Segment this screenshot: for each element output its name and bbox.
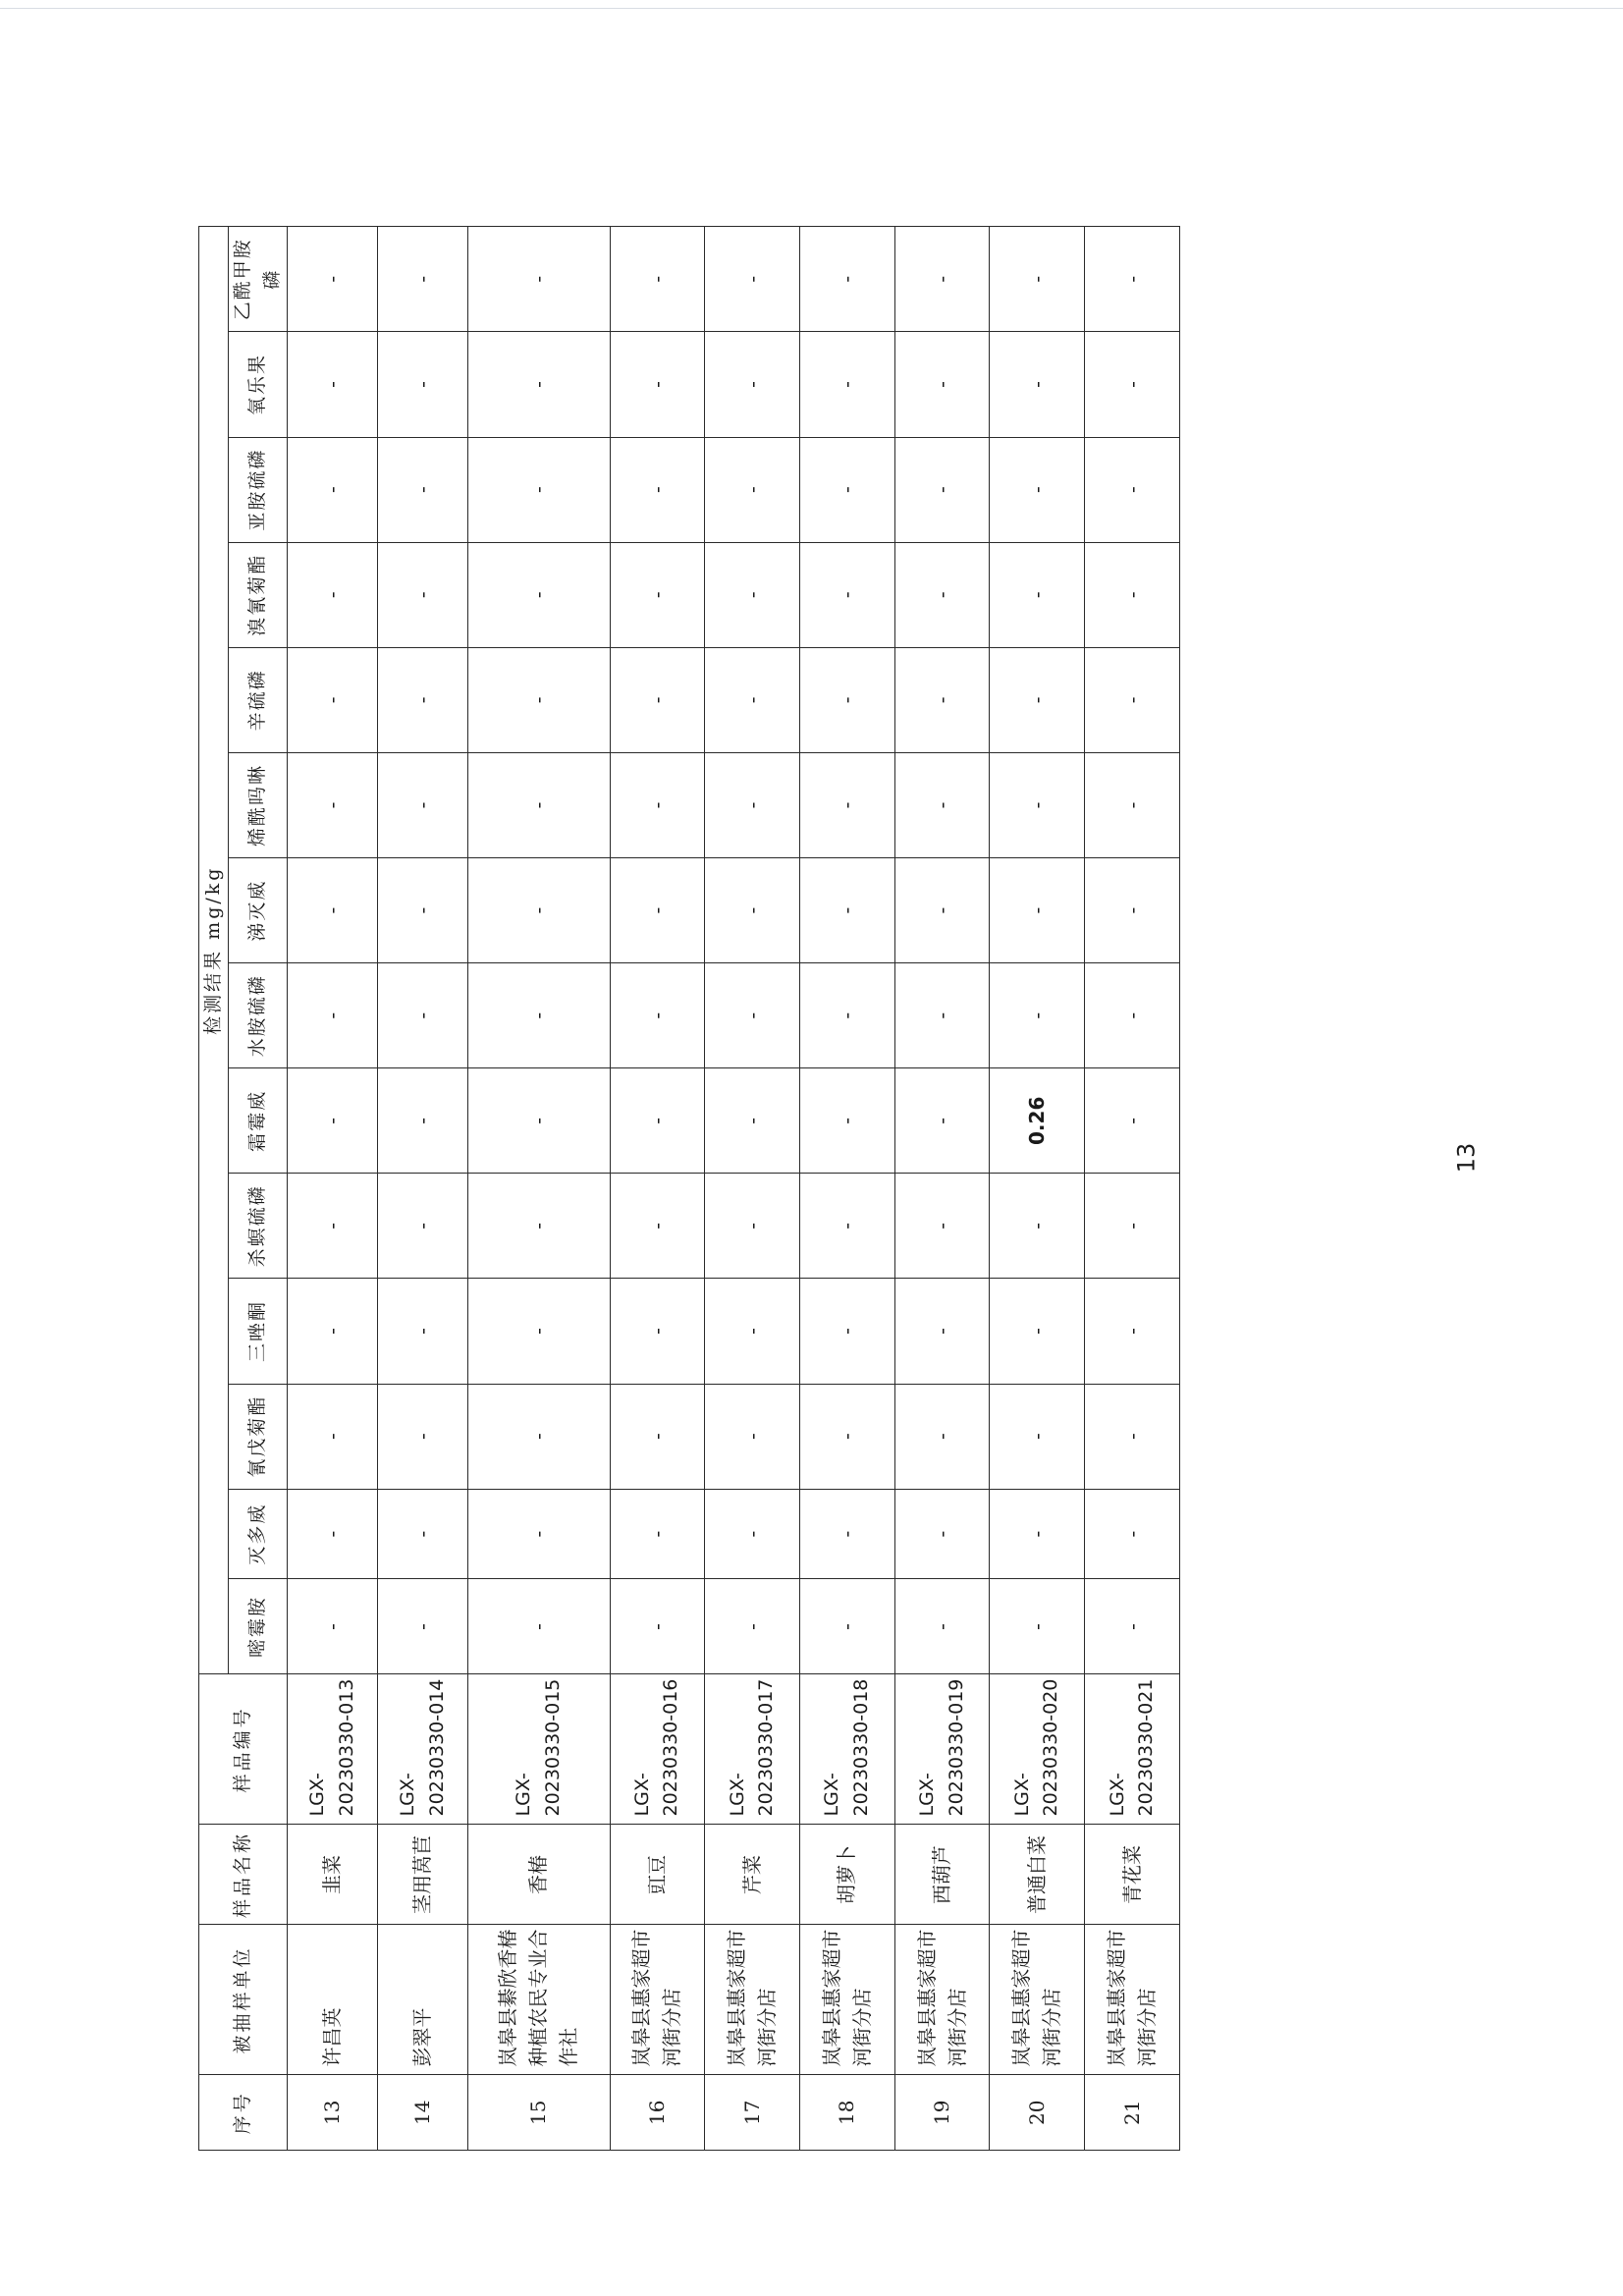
header-row-1 <box>199 227 229 2151</box>
cell-name: 韭菜 <box>288 1825 378 1925</box>
cell-value: - <box>705 1279 800 1384</box>
cell-value: - <box>610 858 705 963</box>
cell-unit: 岚皋县惠家超市河街分店 <box>610 1925 705 2075</box>
cell-value: - <box>990 1174 1085 1279</box>
cell-value: - <box>1085 1279 1180 1384</box>
cell-value: - <box>894 332 990 437</box>
cell-value: - <box>1085 1489 1180 1579</box>
cell-value: - <box>378 437 468 542</box>
cell-value: - <box>800 1489 895 1579</box>
cell-value: - <box>610 227 705 332</box>
cell-value: - <box>894 1279 990 1384</box>
header-name: 样品名称 <box>199 1825 288 1925</box>
table-row <box>894 227 990 2151</box>
cell-value: - <box>288 1384 378 1489</box>
cell-value: - <box>288 1279 378 1384</box>
cell-name: 豇豆 <box>610 1825 705 1925</box>
cell-value: - <box>1085 752 1180 857</box>
cell-value: - <box>288 963 378 1068</box>
cell-value: - <box>288 1068 378 1174</box>
cell-value: - <box>610 1174 705 1279</box>
cell-value: - <box>378 752 468 857</box>
cell-value: - <box>894 858 990 963</box>
cell-value: - <box>288 1489 378 1579</box>
cell-value: - <box>610 647 705 752</box>
cell-value: - <box>378 1579 468 1674</box>
cell-seq: 19 <box>894 2075 990 2151</box>
cell-value: - <box>610 542 705 647</box>
cell-value: - <box>894 227 990 332</box>
cell-value: - <box>378 1489 468 1579</box>
cell-value: - <box>990 1579 1085 1674</box>
cell-value: - <box>894 963 990 1068</box>
header-results-group: 检测结果 mg/kg <box>199 227 229 1674</box>
cell-code: LGX-20230330-020 <box>990 1674 1085 1825</box>
cell-value: - <box>800 1174 895 1279</box>
cell-value: - <box>468 1579 610 1674</box>
cell-seq: 15 <box>468 2075 610 2151</box>
header-unit: 被抽样单位 <box>199 1925 288 2075</box>
header-code: 样品编号 <box>199 1674 288 1825</box>
table-row <box>610 227 705 2151</box>
cell-value: - <box>468 752 610 857</box>
cell-value: - <box>378 963 468 1068</box>
cell-value: - <box>1085 437 1180 542</box>
cell-seq: 17 <box>705 2075 800 2151</box>
cell-value: - <box>610 437 705 542</box>
cell-value: - <box>990 1489 1085 1579</box>
cell-value: - <box>378 858 468 963</box>
table-row <box>468 227 610 2151</box>
cell-name: 西葫芦 <box>894 1825 990 1925</box>
cell-value: - <box>288 858 378 963</box>
cell-value: - <box>705 1489 800 1579</box>
cell-value: - <box>705 332 800 437</box>
rotated-table-container <box>198 226 1180 2151</box>
cell-value: - <box>705 542 800 647</box>
cell-value: - <box>378 647 468 752</box>
cell-value: - <box>378 1068 468 1174</box>
cell-value: - <box>1085 1068 1180 1174</box>
cell-value: - <box>990 963 1085 1068</box>
cell-value: - <box>468 227 610 332</box>
cell-code: LGX-20230330-015 <box>468 1674 610 1825</box>
cell-value: - <box>288 542 378 647</box>
cell-unit: 彭翠平 <box>378 1925 468 2075</box>
cell-seq: 13 <box>288 2075 378 2151</box>
cell-seq: 18 <box>800 2075 895 2151</box>
cell-value: - <box>288 227 378 332</box>
cell-name: 普通白菜 <box>990 1825 1085 1925</box>
cell-code: LGX-20230330-018 <box>800 1674 895 1825</box>
cell-value: - <box>800 752 895 857</box>
cell-value: - <box>990 542 1085 647</box>
header-pesticide: 三唑酮 <box>229 1279 288 1384</box>
cell-value: - <box>468 332 610 437</box>
cell-code: LGX-20230330-013 <box>288 1674 378 1825</box>
cell-value: - <box>468 1384 610 1489</box>
cell-value: - <box>990 332 1085 437</box>
cell-value: - <box>1085 963 1180 1068</box>
header-pesticide: 杀螟硫磷 <box>229 1174 288 1279</box>
header-pesticide: 溴氰菊酯 <box>229 542 288 647</box>
cell-value: - <box>610 1279 705 1384</box>
cell-value: - <box>990 752 1085 857</box>
cell-code: LGX-20230330-021 <box>1085 1674 1180 1825</box>
header-pesticide: 嘧霉胺 <box>229 1579 288 1674</box>
cell-value: - <box>468 542 610 647</box>
cell-code: LGX-20230330-017 <box>705 1674 800 1825</box>
cell-value: - <box>705 647 800 752</box>
table-row <box>800 227 895 2151</box>
cell-value: - <box>610 963 705 1068</box>
header-pesticide: 烯酰吗啉 <box>229 752 288 857</box>
cell-seq: 16 <box>610 2075 705 2151</box>
results-table <box>198 226 1180 2151</box>
header-pesticide: 水胺硫磷 <box>229 963 288 1068</box>
cell-name: 茎用莴苣 <box>378 1825 468 1925</box>
table-row <box>1085 227 1180 2151</box>
cell-value: - <box>894 1068 990 1174</box>
cell-value: - <box>288 437 378 542</box>
cell-value: - <box>378 1279 468 1384</box>
cell-value: - <box>288 1174 378 1279</box>
cell-name: 香椿 <box>468 1825 610 1925</box>
table-row <box>288 227 378 2151</box>
cell-value: - <box>1085 858 1180 963</box>
cell-value: - <box>990 647 1085 752</box>
cell-value: - <box>610 1068 705 1174</box>
header-pesticide: 亚胺硫磷 <box>229 437 288 542</box>
cell-value: - <box>894 1579 990 1674</box>
cell-value: - <box>610 1579 705 1674</box>
cell-value: - <box>800 542 895 647</box>
cell-value: - <box>800 437 895 542</box>
cell-code: LGX-20230330-019 <box>894 1674 990 1825</box>
cell-unit: 岚皋县惠家超市河街分店 <box>990 1925 1085 2075</box>
header-pesticide: 氧乐果 <box>229 332 288 437</box>
cell-value: - <box>288 332 378 437</box>
table-body <box>288 227 1180 2151</box>
cell-value: - <box>800 1279 895 1384</box>
cell-unit: 岚皋县綦欣香椿种植农民专业合作社 <box>468 1925 610 2075</box>
cell-value: - <box>705 1174 800 1279</box>
cell-value: - <box>610 332 705 437</box>
cell-value: - <box>705 1384 800 1489</box>
header-pesticide: 涕灭威 <box>229 858 288 963</box>
cell-value: - <box>705 1068 800 1174</box>
cell-value: - <box>990 227 1085 332</box>
cell-value: - <box>1085 1384 1180 1489</box>
header-pesticide: 氰戊菊酯 <box>229 1384 288 1489</box>
cell-value: - <box>468 1174 610 1279</box>
cell-value: - <box>894 1384 990 1489</box>
cell-value: - <box>1085 332 1180 437</box>
cell-value: - <box>800 227 895 332</box>
header-pesticide: 灭多威 <box>229 1489 288 1579</box>
cell-value: - <box>990 1279 1085 1384</box>
cell-value: - <box>610 1489 705 1579</box>
header-pesticide: 乙酰甲胺磷 <box>229 227 288 332</box>
cell-value: - <box>800 1384 895 1489</box>
cell-value: - <box>800 1068 895 1174</box>
cell-code: LGX-20230330-014 <box>378 1674 468 1825</box>
cell-value: - <box>990 1384 1085 1489</box>
page-number: 13 <box>1452 1142 1481 1174</box>
cell-name: 青花菜 <box>1085 1825 1180 1925</box>
cell-value: - <box>894 542 990 647</box>
cell-value: - <box>800 647 895 752</box>
cell-unit: 岚皋县惠家超市河街分店 <box>705 1925 800 2075</box>
cell-value: - <box>705 858 800 963</box>
cell-value: - <box>705 963 800 1068</box>
cell-value: - <box>1085 227 1180 332</box>
cell-value: - <box>705 1579 800 1674</box>
cell-seq: 21 <box>1085 2075 1180 2151</box>
header-seq: 序号 <box>199 2075 288 2151</box>
cell-value: - <box>468 1279 610 1384</box>
cell-unit: 许昌英 <box>288 1925 378 2075</box>
cell-value: - <box>378 1174 468 1279</box>
cell-code: LGX-20230330-016 <box>610 1674 705 1825</box>
cell-value: - <box>1085 542 1180 647</box>
header-pesticide: 辛硫磷 <box>229 647 288 752</box>
cell-value: - <box>288 1579 378 1674</box>
cell-value: - <box>894 647 990 752</box>
cell-unit: 岚皋县惠家超市河街分店 <box>894 1925 990 2075</box>
cell-value: - <box>705 437 800 542</box>
cell-value: - <box>990 858 1085 963</box>
cell-value: - <box>1085 1579 1180 1674</box>
cell-value: - <box>610 752 705 857</box>
cell-value: - <box>468 1068 610 1174</box>
cell-value: - <box>705 752 800 857</box>
cell-value: - <box>468 858 610 963</box>
cell-value: - <box>468 963 610 1068</box>
cell-value: - <box>378 332 468 437</box>
cell-value: - <box>894 1489 990 1579</box>
cell-value: - <box>378 542 468 647</box>
cell-value: - <box>705 227 800 332</box>
table-row <box>705 227 800 2151</box>
cell-value: - <box>800 963 895 1068</box>
cell-unit: 岚皋县惠家超市河街分店 <box>800 1925 895 2075</box>
cell-value: - <box>800 332 895 437</box>
cell-name: 芹菜 <box>705 1825 800 1925</box>
cell-value: - <box>378 1384 468 1489</box>
cell-value: 0.26 <box>990 1068 1085 1174</box>
cell-value: - <box>1085 1174 1180 1279</box>
cell-seq: 20 <box>990 2075 1085 2151</box>
cell-value: - <box>1085 647 1180 752</box>
table-row <box>378 227 468 2151</box>
page-edge-line <box>0 8 1623 9</box>
cell-value: - <box>378 227 468 332</box>
cell-value: - <box>894 1174 990 1279</box>
cell-value: - <box>990 437 1085 542</box>
cell-name: 胡萝卜 <box>800 1825 895 1925</box>
cell-value: - <box>894 437 990 542</box>
table-row <box>990 227 1085 2151</box>
cell-value: - <box>288 647 378 752</box>
cell-value: - <box>468 647 610 752</box>
cell-value: - <box>610 1384 705 1489</box>
cell-value: - <box>894 752 990 857</box>
cell-seq: 14 <box>378 2075 468 2151</box>
cell-value: - <box>468 1489 610 1579</box>
cell-value: - <box>800 1579 895 1674</box>
header-pesticide: 霜霉威 <box>229 1068 288 1174</box>
cell-value: - <box>468 437 610 542</box>
cell-unit: 岚皋县惠家超市河街分店 <box>1085 1925 1180 2075</box>
cell-value: - <box>288 752 378 857</box>
cell-value: - <box>800 858 895 963</box>
